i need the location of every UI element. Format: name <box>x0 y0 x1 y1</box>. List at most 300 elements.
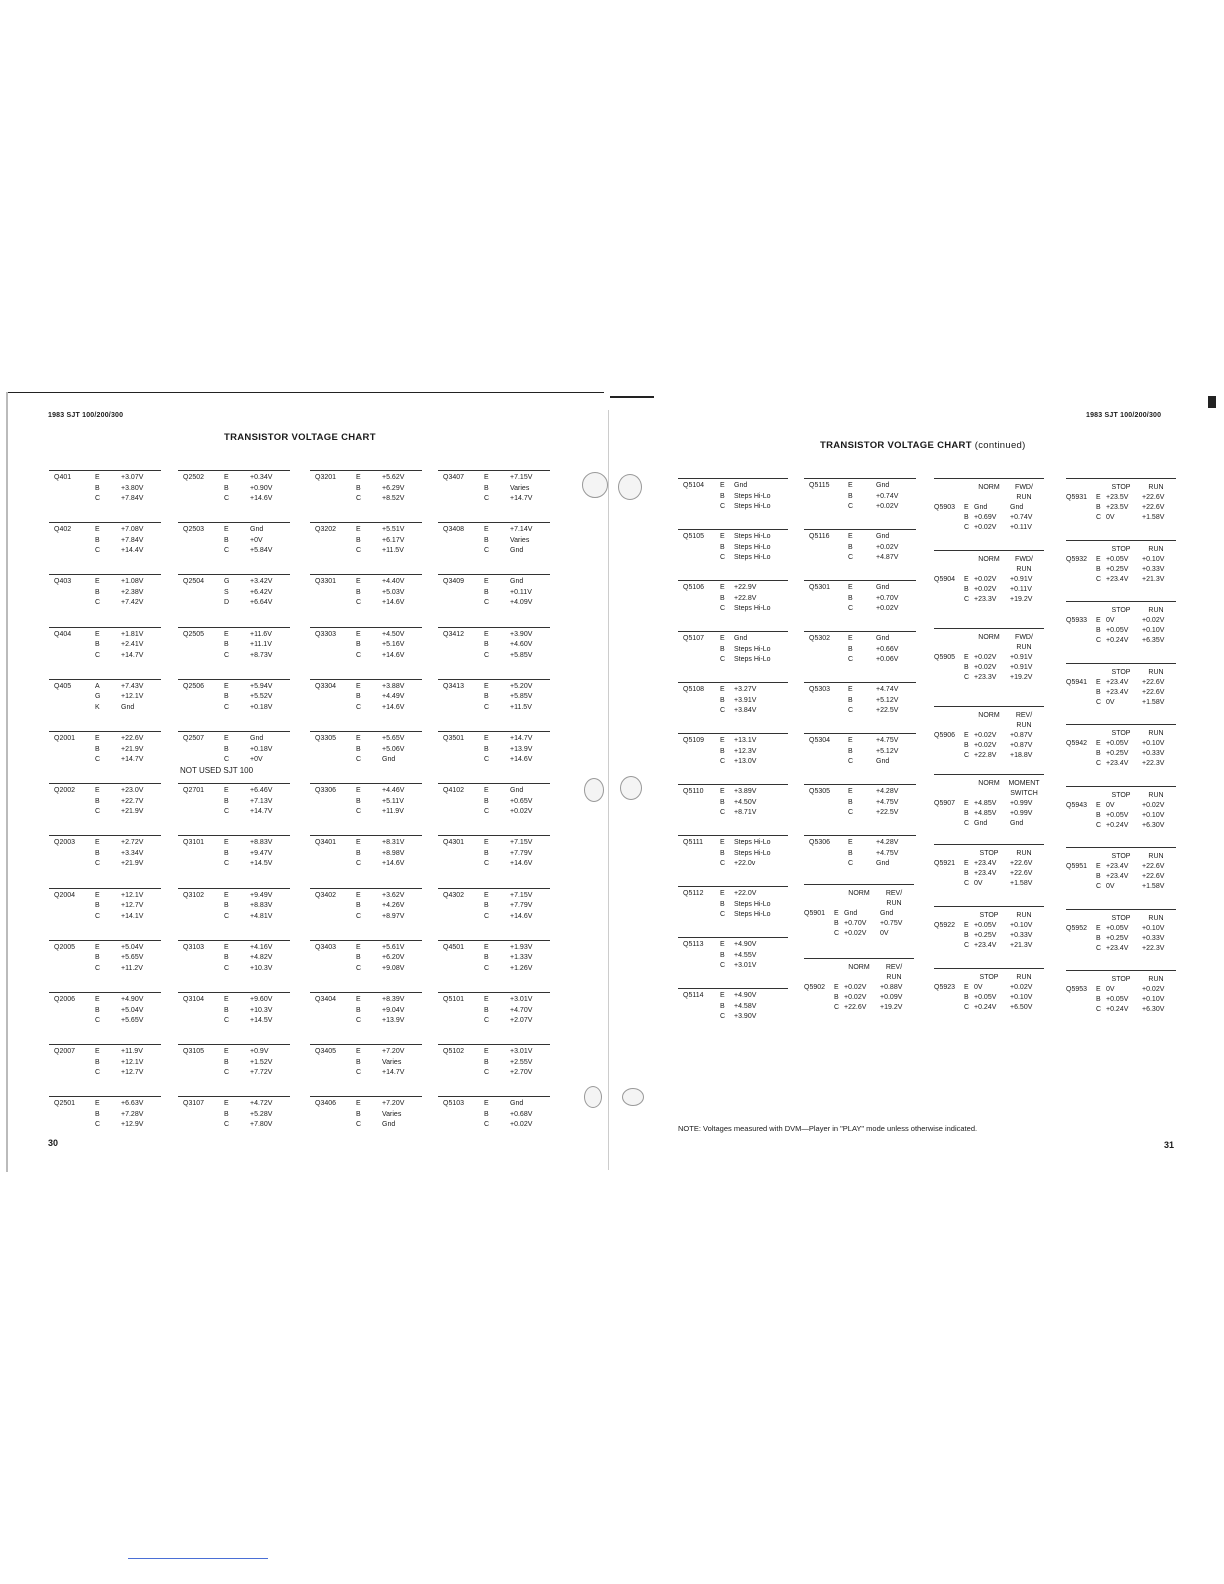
pin-label: C <box>224 912 230 920</box>
pin-row <box>310 755 422 766</box>
pin-label: B <box>224 954 229 962</box>
transistor-id: Q5922 <box>934 922 956 929</box>
transistor-id: Q5932 <box>1066 555 1088 563</box>
pin-voltage-mode-1: +23.4V <box>1106 688 1129 696</box>
pin-label: C <box>834 1004 840 1011</box>
pin-label: E <box>356 943 361 951</box>
pin-row <box>438 786 550 797</box>
pin-label: E <box>224 996 229 1003</box>
pin-label: B <box>964 932 969 939</box>
pin-voltage: +14.6V <box>382 651 405 659</box>
pin-voltage: Gnd <box>382 1121 396 1129</box>
mode-header-1: NORM <box>848 964 870 971</box>
pin-voltage-mode-2: +0.10V <box>1142 996 1165 1003</box>
pin-voltage: Gnd <box>250 526 264 534</box>
pin-label: E <box>720 992 725 999</box>
pin-label: B <box>964 870 969 877</box>
pin-voltage: +5.84V <box>250 547 273 555</box>
pin-voltage: +5.52V <box>250 693 273 701</box>
pin-row <box>49 859 161 870</box>
pin-voltage: +13.9V <box>510 745 533 753</box>
pin-row <box>178 786 290 797</box>
mode-pin-row <box>1066 698 1176 708</box>
pin-label: B <box>720 645 725 653</box>
pin-row <box>310 807 422 818</box>
pin-voltage: +5.12V <box>876 747 899 755</box>
mode-header-1: NORM <box>978 712 1000 719</box>
mode-pin-row <box>804 909 914 919</box>
pin-label: C <box>964 674 970 681</box>
pin-voltage: +22.9V <box>734 584 757 591</box>
mode-pin-row <box>1066 739 1176 749</box>
pin-voltage: Gnd <box>382 756 396 763</box>
pin-voltage: +7.72V <box>250 1069 273 1077</box>
pin-row <box>804 645 916 656</box>
pin-row <box>678 940 788 951</box>
pin-label: B <box>720 543 725 551</box>
pin-row <box>49 588 161 599</box>
transistor-id: Q3303 <box>315 630 337 638</box>
pin-voltage: +12.1V <box>121 1058 144 1066</box>
pin-row <box>178 536 290 547</box>
pin-voltage: +0.02V <box>876 605 899 612</box>
pin-label: E <box>224 1048 229 1056</box>
pin-voltage-mode-1: +0.02V <box>974 732 997 739</box>
pin-row <box>678 736 788 747</box>
pin-voltage-mode-2: Gnd <box>880 910 894 917</box>
transistor-id: Q3413 <box>443 682 465 690</box>
pin-label: B <box>848 645 853 653</box>
pin-label: B <box>720 900 725 908</box>
pin-row <box>49 964 161 975</box>
pin-label: B <box>224 1006 229 1014</box>
transistor-id: Q404 <box>54 630 72 638</box>
pin-voltage: +7.80V <box>250 1121 273 1129</box>
pin-row <box>178 525 290 536</box>
pin-voltage: +9.60V <box>250 996 273 1003</box>
mode-transistor-block <box>804 884 914 941</box>
transistor-id: Q3101 <box>183 839 205 847</box>
pin-voltage-mode-1: +23.4V <box>974 870 997 877</box>
pin-label: B <box>484 1006 489 1014</box>
pin-voltage-mode-1: +0.02V <box>974 742 997 749</box>
pin-label: C <box>484 1121 490 1129</box>
pin-label: B <box>224 536 229 544</box>
pin-row <box>438 494 550 505</box>
pin-row <box>49 630 161 641</box>
pin-label: B <box>356 1058 361 1066</box>
mode-pin-row <box>1066 872 1176 882</box>
pin-row <box>438 891 550 902</box>
pin-label: B <box>95 797 100 805</box>
pin-voltage: +11.1V <box>250 641 272 649</box>
pin-label: E <box>1096 617 1101 624</box>
pin-voltage-mode-2: +1.58V <box>1142 514 1165 521</box>
pin-label: K <box>95 703 100 711</box>
mode-header-1: STOP <box>979 850 999 857</box>
pin-row <box>49 640 161 651</box>
pin-voltage-mode-2: +0.99V <box>1010 810 1033 817</box>
mode-pin-row <box>1066 749 1176 759</box>
transistor-id: Q5115 <box>809 482 830 489</box>
mode-pin-row <box>1066 1005 1176 1015</box>
transistor-block <box>678 937 788 978</box>
pin-label: C <box>1096 575 1102 583</box>
pin-voltage: +7.15V <box>510 839 533 847</box>
pin-voltage: +6.46V <box>250 787 273 795</box>
transistor-id: Q402 <box>54 526 72 534</box>
pin-voltage: +4.72V <box>250 1100 273 1108</box>
pin-row <box>310 1099 422 1110</box>
mode-pin-row <box>934 575 1044 585</box>
pin-label: E <box>95 1048 100 1056</box>
pin-row <box>438 703 550 714</box>
pin-label: B <box>95 484 100 492</box>
pin-label: B <box>356 641 361 649</box>
mode-pin-row <box>934 653 1044 663</box>
pin-voltage: +0.02V <box>510 1121 533 1129</box>
pin-voltage: Gnd <box>876 758 890 765</box>
pin-label: E <box>95 787 100 795</box>
pin-label: E <box>848 635 853 642</box>
transistor-id: Q5302 <box>809 635 831 642</box>
pin-label: E <box>1096 924 1101 932</box>
pin-row <box>678 798 788 809</box>
pin-label: B <box>848 747 853 755</box>
pin-row <box>49 734 161 745</box>
transistor-id: Q5903 <box>934 504 956 511</box>
pin-row <box>804 696 916 707</box>
pin-row <box>310 859 422 870</box>
pin-row <box>178 1047 290 1058</box>
pin-row <box>438 901 550 912</box>
mode-pin-row <box>1066 626 1176 636</box>
pin-voltage: Steps Hi-Lo <box>734 492 771 500</box>
mode-transistor-block <box>1066 970 1176 1027</box>
pin-row <box>678 583 788 594</box>
pin-row <box>438 849 550 860</box>
mode-header-1: NORM <box>978 780 1000 787</box>
pin-label: E <box>95 630 100 638</box>
pin-voltage: +0.68V <box>510 1110 533 1118</box>
pin-row <box>178 1058 290 1069</box>
transistor-id: Q401 <box>54 474 72 481</box>
binder-hole-bottom-left <box>584 1086 602 1108</box>
pin-label: E <box>95 735 100 742</box>
transistor-id: Q5106 <box>683 584 705 591</box>
pin-label: E <box>848 686 853 693</box>
transistor-id: Q5921 <box>934 860 956 867</box>
pin-voltage: +11.2V <box>121 964 143 972</box>
pin-voltage-mode-1: +0.05V <box>1106 996 1129 1003</box>
transistor-id: Q5952 <box>1066 924 1088 932</box>
mode-transistor-block <box>1066 663 1176 720</box>
pin-voltage-mode-1: +23.4V <box>1106 873 1129 880</box>
transistor-id: Q2505 <box>183 630 205 638</box>
pin-label: B <box>224 1058 229 1066</box>
pin-voltage: +5.04V <box>121 943 144 951</box>
pin-label: C <box>848 656 854 663</box>
transistor-block <box>678 478 788 519</box>
pin-voltage: +21.9V <box>121 745 144 753</box>
pin-label: C <box>484 599 490 607</box>
pin-label: C <box>964 1004 970 1011</box>
pin-voltage: +5.65V <box>121 1017 144 1024</box>
pin-voltage-mode-1: +23.5V <box>1106 504 1129 511</box>
transistor-id: Q5943 <box>1066 801 1088 809</box>
transistor-id: Q3403 <box>315 943 337 951</box>
pin-voltage: +0.02V <box>876 503 899 510</box>
pin-row <box>310 912 422 923</box>
pin-row <box>310 588 422 599</box>
transistor-block <box>804 529 916 570</box>
mode-header-2: REV/ <box>885 964 903 971</box>
pin-voltage: +7.15V <box>510 474 533 481</box>
pin-label: C <box>834 930 840 937</box>
transistor-block <box>49 731 161 772</box>
pin-label: B <box>484 693 489 701</box>
pin-voltage: +4.75V <box>876 798 899 806</box>
pin-row <box>678 900 788 911</box>
transistor-id: Q4302 <box>443 891 465 899</box>
pin-voltage: +22.8V <box>734 594 757 602</box>
transistor-id: Q5305 <box>809 788 831 795</box>
pin-label: E <box>484 474 489 481</box>
pin-label: C <box>95 1121 101 1129</box>
left-chart-title: TRANSISTOR VOLTAGE CHART <box>224 432 376 443</box>
pin-voltage: +23.0V <box>121 787 144 795</box>
pin-row <box>310 473 422 484</box>
pin-row <box>49 598 161 609</box>
pin-label: B <box>484 954 489 962</box>
pin-voltage: Gnd <box>876 533 890 540</box>
transistor-id: Q2501 <box>54 1100 76 1108</box>
pin-label: B <box>964 664 969 671</box>
pin-row <box>49 1058 161 1069</box>
mode-header-2: RUN <box>1016 494 1032 501</box>
pin-voltage: +14.1V <box>121 912 144 920</box>
pin-voltage-mode-2: +22.6V <box>1142 678 1165 686</box>
pin-row <box>678 787 788 798</box>
transistor-block <box>310 940 422 981</box>
pin-row <box>178 943 290 954</box>
pin-label: E <box>224 787 229 795</box>
pin-voltage: +3.62V <box>382 891 405 899</box>
pin-label: B <box>224 849 229 857</box>
pin-row <box>678 991 788 1002</box>
pin-voltage-mode-2: +6.30V <box>1142 821 1165 829</box>
pin-label: C <box>720 962 726 969</box>
pin-voltage: +3.34V <box>121 849 144 857</box>
pin-voltage-mode-2: +18.8V <box>1010 752 1033 759</box>
pin-label: C <box>964 524 970 531</box>
pin-voltage: +0V <box>250 756 263 763</box>
pin-voltage: +0.74V <box>876 492 899 500</box>
pin-voltage-mode-2: +0.75V <box>880 920 903 927</box>
mode-pin-row <box>1066 811 1176 821</box>
pin-row <box>178 745 290 756</box>
right-chart-title-main: TRANSISTOR VOLTAGE CHART <box>820 440 972 451</box>
pin-label: C <box>224 964 230 972</box>
pin-label: E <box>95 996 100 1003</box>
pin-row <box>438 995 550 1006</box>
transistor-block <box>804 682 916 723</box>
mode-pin-row <box>1066 934 1176 944</box>
pin-voltage-mode-2: +0.74V <box>1010 514 1033 521</box>
pin-row <box>178 1099 290 1110</box>
pin-label: C <box>356 651 362 659</box>
pin-voltage-mode-2: +22.6V <box>1142 494 1165 501</box>
pin-label: B <box>848 594 853 602</box>
pin-label: C <box>484 651 490 659</box>
pin-voltage: +7.79V <box>510 902 533 910</box>
pin-row <box>49 755 161 766</box>
pin-row <box>310 598 422 609</box>
transistor-id: Q3402 <box>315 891 337 899</box>
transistor-id: Q3407 <box>443 474 465 481</box>
pin-label: E <box>1096 986 1101 993</box>
pin-voltage: +0V <box>250 536 263 544</box>
pin-row <box>178 546 290 557</box>
pin-voltage: +5.20V <box>510 682 533 690</box>
pin-row <box>178 598 290 609</box>
transistor-block <box>678 835 788 876</box>
pin-voltage: +4.82V <box>250 954 273 962</box>
pin-label: B <box>356 797 361 805</box>
mode-header-2: MOMENT <box>1008 780 1040 787</box>
transistor-block <box>438 522 550 563</box>
pin-row <box>178 734 290 745</box>
pin-row <box>804 502 916 513</box>
transistor-id: Q5301 <box>809 584 831 591</box>
pin-voltage: +0.06V <box>876 656 899 663</box>
transistor-id: Q5105 <box>683 533 705 540</box>
transistor-id: Q403 <box>54 578 72 586</box>
pin-voltage: +12.7V <box>121 1069 144 1077</box>
pin-row <box>49 682 161 693</box>
pin-voltage: +4.40V <box>382 578 405 586</box>
pin-label: E <box>848 584 853 591</box>
pin-row <box>49 891 161 902</box>
pin-voltage-mode-1: +0.24V <box>1106 821 1129 829</box>
pin-voltage: +4.49V <box>382 693 405 701</box>
pin-voltage: Steps Hi-Lo <box>734 554 771 561</box>
pin-label: C <box>356 1121 362 1129</box>
mode-pin-row <box>934 513 1044 523</box>
pin-voltage: Gnd <box>510 578 524 586</box>
transistor-id: Q3408 <box>443 526 465 534</box>
pin-voltage: +3.90V <box>734 1013 757 1020</box>
transistor-block <box>678 580 788 621</box>
pin-label: B <box>95 745 100 753</box>
pin-row <box>49 807 161 818</box>
pin-label: C <box>720 554 726 561</box>
pin-label: E <box>484 735 489 742</box>
pin-voltage-mode-2: +0.33V <box>1142 934 1165 942</box>
pin-voltage: +1.93V <box>510 943 533 951</box>
mode-header-1: STOP <box>1111 607 1131 614</box>
pin-row <box>678 1012 788 1023</box>
pin-row <box>804 553 916 564</box>
mode-pin-row <box>1066 995 1176 1005</box>
pin-voltage: +14.7V <box>510 495 533 502</box>
pin-row <box>678 543 788 554</box>
pin-row <box>178 995 290 1006</box>
pin-voltage-mode-1: +0.24V <box>1106 637 1129 644</box>
pin-voltage-mode-2: +22.6V <box>1142 873 1165 880</box>
pin-label: C <box>1096 944 1102 952</box>
pin-voltage-mode-1: +0.02V <box>844 930 867 937</box>
pin-row <box>178 494 290 505</box>
transistor-block <box>438 940 550 981</box>
pin-label: E <box>484 891 489 899</box>
pin-label: E <box>848 533 853 540</box>
pin-label: B <box>356 693 361 701</box>
pin-label: S <box>224 588 229 596</box>
pin-label: E <box>356 578 361 586</box>
pin-voltage-mode-2: +0.33V <box>1142 565 1165 573</box>
pin-label: C <box>224 547 230 555</box>
mode-header-2: FWD/ <box>1015 556 1033 563</box>
pin-label: E <box>720 839 725 846</box>
pin-voltage: +22.0v <box>734 860 756 867</box>
pin-label: C <box>720 1013 726 1020</box>
pin-label: E <box>224 943 229 951</box>
mode-header-1: STOP <box>1111 668 1131 676</box>
pin-row <box>310 484 422 495</box>
transistor-id: Q3103 <box>183 943 205 951</box>
pin-label: B <box>720 1002 725 1010</box>
pin-voltage-mode-1: +0.05V <box>1106 924 1129 932</box>
pin-voltage: +4.58V <box>734 1002 757 1010</box>
pin-voltage: +5.62V <box>382 474 405 481</box>
pin-voltage-mode-1: +23.4V <box>974 860 997 867</box>
pin-voltage: +12.7V <box>121 902 144 910</box>
transistor-id: Q5110 <box>683 788 704 795</box>
pin-label: E <box>720 737 725 744</box>
pin-voltage-mode-2: +6.30V <box>1142 1006 1165 1013</box>
pin-voltage-mode-2: +1.58V <box>1010 880 1033 887</box>
pin-voltage: +22.7V <box>121 797 144 805</box>
transistor-block <box>804 784 916 825</box>
pin-row <box>49 1120 161 1131</box>
right-page-header: 1983 SJT 100/200/300 <box>1086 412 1162 419</box>
pin-label: E <box>95 526 100 534</box>
pin-voltage: +12.1V <box>121 891 144 899</box>
transistor-id: Q2006 <box>54 996 76 1003</box>
pin-label: B <box>95 641 100 649</box>
pin-label: E <box>848 839 853 846</box>
pin-voltage: +5.85V <box>510 651 533 659</box>
transistor-id: Q5113 <box>683 941 704 948</box>
pin-row <box>678 838 788 849</box>
pin-voltage-mode-1: 0V <box>1106 617 1115 624</box>
transistor-id: Q5902 <box>804 984 826 991</box>
pin-voltage-mode-2: 0V <box>880 930 889 937</box>
page-gutter <box>608 410 609 1170</box>
pin-row <box>310 901 422 912</box>
pin-row <box>49 1047 161 1058</box>
pin-voltage: +0.18V <box>250 703 273 711</box>
pin-row <box>178 953 290 964</box>
pin-label: B <box>720 747 725 755</box>
transistor-block <box>49 992 161 1033</box>
pin-voltage-mode-1: +0.02V <box>974 664 997 671</box>
pin-voltage-mode-2: +0.10V <box>1142 740 1165 747</box>
pin-label: E <box>964 860 969 867</box>
pin-label: G <box>224 578 230 586</box>
mode-header-1: STOP <box>1111 791 1131 799</box>
